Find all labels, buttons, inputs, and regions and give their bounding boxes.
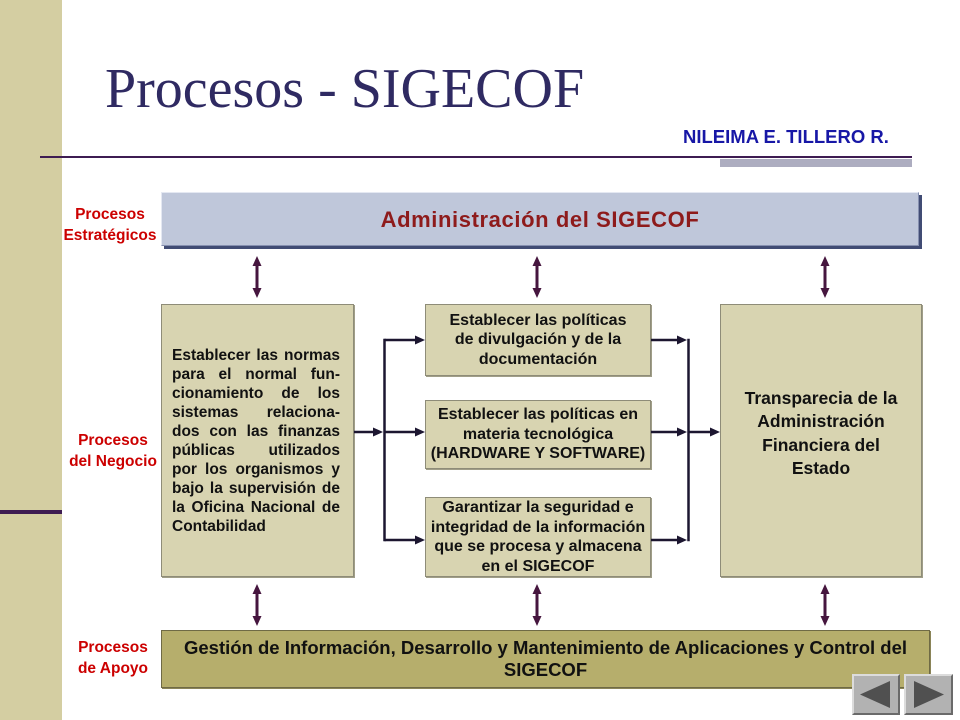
- policy-box-line: integridad de la información: [430, 518, 646, 536]
- author-name: NILEIMA E. TILLERO R.: [683, 126, 889, 147]
- double-arrow-strategic-policies: [533, 256, 542, 298]
- arrowhead-down: [533, 288, 542, 298]
- arrowhead-right: [677, 336, 687, 345]
- row-label-strategic: [58, 204, 162, 246]
- arrowhead-down: [253, 616, 262, 626]
- outcome-box-line: Transparecia de la: [744, 387, 898, 408]
- outcome-box: [720, 304, 922, 577]
- policy-box-technology: [425, 400, 651, 469]
- norms-box-line: Establecer las normas: [172, 346, 340, 364]
- next-slide-icon: [906, 676, 951, 713]
- triangle-right-shape: [914, 681, 944, 708]
- policy-box-line: en el SIGECOF: [481, 557, 595, 575]
- policy-box-line: documentación: [478, 350, 598, 368]
- double-arrow-strategic-outcome: [821, 256, 830, 298]
- double-arrow-strategic-norms: [253, 256, 262, 298]
- policy-box-line: que se procesa y almacena: [434, 538, 642, 555]
- policy-box-security: [425, 497, 651, 577]
- support-process-box: [161, 630, 930, 688]
- arrowhead-right: [677, 428, 687, 437]
- row-label-line: Procesos: [78, 432, 148, 449]
- title-accent-bar: [720, 159, 912, 167]
- connector-norms-to-policies: [354, 336, 425, 545]
- double-arrow-norms-support: [253, 584, 262, 626]
- arrowhead-right: [373, 428, 383, 437]
- triangle-left-shape: [860, 681, 890, 708]
- arrowhead-right: [677, 536, 687, 545]
- arrowhead-right: [415, 428, 425, 437]
- double-arrow-policies-support: [533, 584, 542, 626]
- row-label-line: Estratégicos: [63, 227, 157, 244]
- arrowhead-up: [533, 256, 542, 266]
- strategic-process-box: [161, 192, 919, 246]
- policy-box-line: Establecer las políticas: [449, 311, 627, 329]
- arrowhead-right: [415, 336, 425, 345]
- policy-box-line: materia tecnológica: [462, 425, 614, 443]
- row-label-line: Procesos: [78, 639, 148, 656]
- row-label-line: del Negocio: [69, 453, 157, 470]
- norms-box-line: dos con las finanzas: [172, 422, 340, 440]
- slide-title: Procesos - SIGECOF: [105, 58, 585, 120]
- row-label-line: de Apoyo: [77, 660, 149, 677]
- arrowhead-up: [253, 584, 262, 594]
- outcome-box-line: Administración: [757, 411, 885, 431]
- arrowhead-up: [533, 584, 542, 594]
- arrowhead-up: [821, 584, 830, 594]
- norms-box-line: cionamiento de los: [172, 384, 340, 402]
- policy-box-disclosure: [425, 304, 651, 376]
- previous-slide-button[interactable]: [852, 674, 900, 715]
- norms-box-line: la Oficina Nacional de: [172, 498, 340, 516]
- row-label-business: [61, 430, 165, 472]
- title-divider: [40, 156, 912, 158]
- double-arrow-outcome-support: [821, 584, 830, 626]
- policy-box-line: Garantizar la seguridad e: [442, 499, 634, 516]
- next-slide-button[interactable]: [904, 674, 953, 715]
- support-process-line: Gestión de Información, Desarrollo y Mantenimiento de Aplicaciones y Control del: [184, 637, 907, 658]
- outcome-box-line: Estado: [791, 458, 851, 478]
- side-band-accent-line: [0, 510, 62, 514]
- arrowhead-down: [253, 288, 262, 298]
- arrowhead-down: [533, 616, 542, 626]
- arrowhead-up: [821, 256, 830, 266]
- norms-box: [161, 304, 354, 577]
- row-label-line: Procesos: [75, 206, 145, 223]
- arrowhead-right: [415, 536, 425, 545]
- arrowhead-down: [821, 616, 830, 626]
- previous-slide-icon: [854, 676, 898, 713]
- arrowhead-up: [253, 256, 262, 266]
- norms-box-line: públicas utilizados: [172, 441, 340, 459]
- support-process-line: SIGECOF: [503, 659, 588, 680]
- arrowhead-right: [710, 428, 720, 437]
- row-label-support: [61, 637, 165, 679]
- norms-box-line: Contabilidad: [172, 517, 266, 535]
- norms-box-line: para el normal fun-: [172, 365, 340, 383]
- arrowhead-down: [821, 288, 830, 298]
- norms-box-line: por los organismos y: [172, 460, 340, 478]
- norms-box-line: sistemas relaciona-: [172, 403, 340, 421]
- policy-box-line: de divulgación y de la: [454, 331, 622, 349]
- policy-box-line: (HARDWARE Y SOFTWARE): [430, 445, 646, 463]
- outcome-box-line: Financiera del: [762, 434, 880, 455]
- policy-box-line: Establecer las políticas en: [437, 406, 639, 424]
- connector-policies-to-outcome: [651, 336, 720, 545]
- side-band: [0, 0, 62, 720]
- strategic-process-label: Administración del SIGECOF: [380, 207, 700, 232]
- norms-box-line: bajo la supervisión de: [172, 479, 340, 497]
